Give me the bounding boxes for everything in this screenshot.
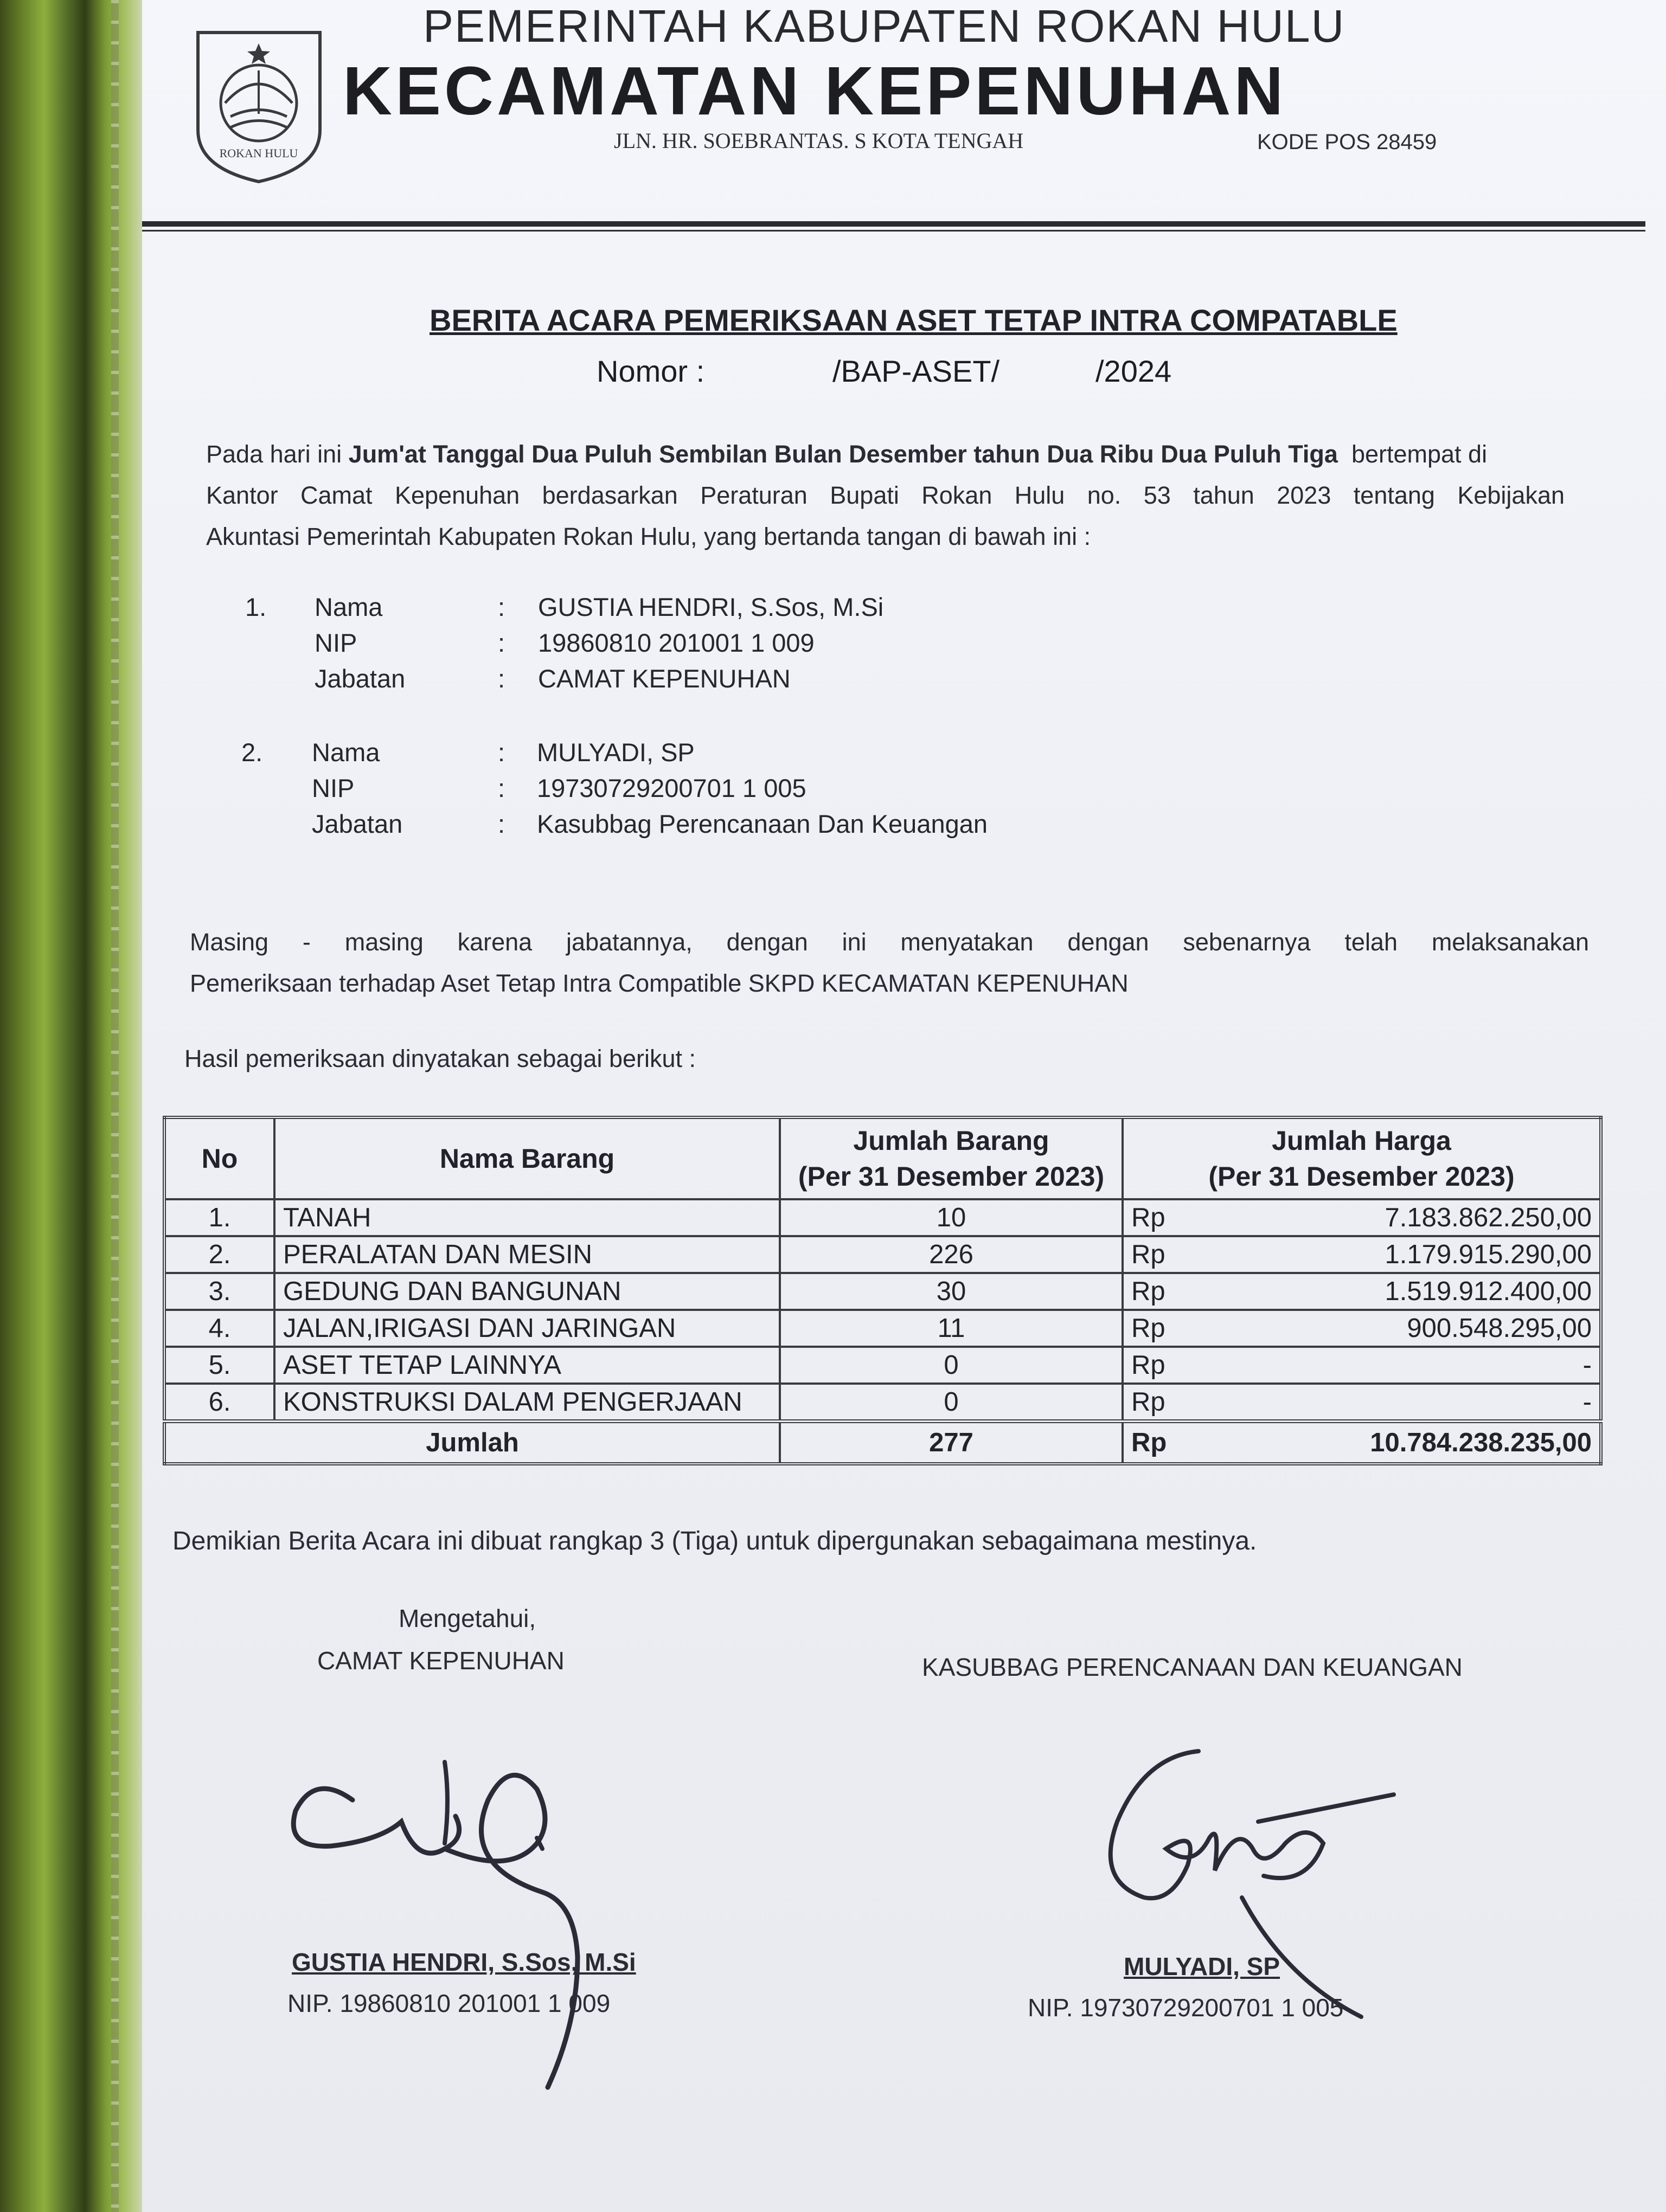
row-price [1123,1347,1601,1384]
total-price [1123,1422,1601,1464]
table-row [164,1384,1601,1422]
statement-line-1: Masing - masing karena jabatannya, dengan ini menyatakan dengan sebenarnya telah melaksanakan [190,928,1589,956]
party-1-nip: 19860810 201001 1 009 [538,628,815,657]
price-value: - [1582,1351,1592,1380]
intro-line-2: Kantor Camat Kepenuhan berdasarkan Peraturan Bupati Rokan Hulu no. 53 tahun 2023 tentang Kebijakan [206,481,1565,509]
party-2-position-colon: : [498,809,505,838]
document-number-label: Nomor : [597,354,705,388]
party-1-nip-label: NIP [315,628,357,657]
results-intro: Hasil pemeriksaan dinyatakan sebagai berikut : [184,1045,696,1072]
row-quantity: 0 [780,1347,1123,1384]
party-1-nip-colon: : [498,628,505,657]
binder-cover [0,0,146,2212]
closing-statement: Demikian Berita Acara ini dibuat rangkap 3 (Tiga) untuk dipergunakan sebagaimana mestinya. [172,1527,1257,1555]
left-handwritten-signature [282,1740,824,2093]
party-2-name: MULYADI, SP [537,738,695,767]
row-item-name: KONSTRUKSI DALAM PENGERJAAN [274,1384,780,1422]
government-name: PEMERINTAH KABUPATEN ROKAN HULU [423,1,1345,52]
currency-label: Rp [1131,1277,1165,1306]
right-signatory-title: KASUBBAG PERENCANAAN DAN KEUANGAN [922,1653,1463,1681]
total-quantity: 277 [780,1422,1123,1464]
party-1-name: GUSTIA HENDRI, S.Sos, M.Si [538,593,884,621]
left-signatory-name: GUSTIA HENDRI, S.Sos, M.Si [292,1948,636,1976]
intro-location: bertempat di [1337,440,1488,468]
letterhead-rule-thin [142,230,1645,232]
row-price [1123,1199,1601,1236]
party-2-position: Kasubbag Perencanaan Dan Keuangan [537,809,988,838]
emblem-lettering: ROKAN HULU [219,146,298,160]
row-item-name: TANAH [274,1199,780,1236]
header-quantity [780,1117,1123,1199]
document-title: BERITA ACARA PEMERIKSAAN ASET TETAP INTRA COMPATABLE [430,303,1398,337]
row-no: 4. [164,1310,274,1347]
row-item-name: GEDUNG DAN BANGUNAN [274,1273,780,1310]
left-acknowledged: Mengetahui, [399,1604,536,1632]
row-price [1123,1236,1601,1273]
row-price [1123,1273,1601,1310]
letterhead-rule-thick [142,221,1645,227]
intro-prefix: Pada hari ini [206,440,349,468]
row-quantity: 11 [780,1310,1123,1347]
party-1-position-colon: : [498,664,505,693]
header-price [1123,1117,1601,1199]
right-signatory-name: MULYADI, SP [1124,1952,1280,1980]
table-total-row [164,1422,1601,1464]
row-quantity: 30 [780,1273,1123,1310]
statement-line-2: Pemeriksaan terhadap Aset Tetap Intra Compatible SKPD KECAMATAN KEPENUHAN [190,969,1129,997]
row-quantity: 0 [780,1384,1123,1422]
price-value: 900.548.295,00 [1407,1314,1592,1343]
intro-line-1 [206,434,1487,475]
party-2-name-colon: : [498,738,505,767]
regency-emblem-icon [187,22,331,184]
total-price-value: 10.784.238.235,00 [1370,1428,1592,1457]
binder-edge [111,0,119,2212]
price-value: 7.183.862.250,00 [1385,1203,1592,1232]
row-item-name: PERALATAN DAN MESIN [274,1236,780,1273]
header-price-date: (Per 31 Desember 2023) [1208,1161,1515,1192]
row-quantity: 226 [780,1236,1123,1273]
office-address: JLN. HR. SOEBRANTAS. S KOTA TENGAH [614,128,1024,153]
currency-label: Rp [1131,1351,1165,1380]
row-item-name: JALAN,IRIGASI DAN JARINGAN [274,1310,780,1347]
table-row [164,1310,1601,1347]
header-quantity-date: (Per 31 Desember 2023) [798,1161,1105,1192]
party-1-name-colon: : [498,593,505,621]
left-signatory-nip: NIP. 19860810 201001 1 009 [287,1989,611,2017]
right-signatory-nip: NIP. 19730729200701 1 005 [1028,1994,1344,2022]
row-no: 3. [164,1273,274,1310]
party-1-position: CAMAT KEPENUHAN [538,664,791,693]
price-value: 1.519.912.400,00 [1385,1277,1592,1306]
row-price [1123,1384,1601,1422]
header-quantity-title: Jumlah Barang [853,1126,1049,1156]
document-number-year: /2024 [1095,354,1172,388]
row-no: 1. [164,1199,274,1236]
row-item-name: ASET TETAP LAINNYA [274,1347,780,1384]
currency-label: Rp [1131,1428,1167,1457]
party-2-nip-colon: : [498,774,505,802]
row-no: 2. [164,1236,274,1273]
intro-date: Jum'at Tanggal Dua Puluh Sembilan Bulan Desember tahun Dua Ribu Dua Puluh Tiga [348,440,1338,468]
party-1-position-label: Jabatan [315,664,406,693]
table-row [164,1273,1601,1310]
total-label: Jumlah [164,1422,780,1464]
table-row [164,1236,1601,1273]
intro-line-3: Akuntasi Pemerintah Kabupaten Rokan Hulu, yang bertanda tangan di bawah ini : [206,523,1091,550]
currency-label: Rp [1131,1203,1165,1232]
table-row [164,1347,1601,1384]
header-item-name: Nama Barang [274,1117,780,1199]
row-quantity: 10 [780,1199,1123,1236]
party-2-nip: 19730729200701 1 005 [537,774,806,802]
party-2-number: 2. [241,738,263,767]
party-2-nip-label: NIP [312,774,355,802]
document-number-code: /BAP-ASET/ [832,354,1000,388]
row-no: 5. [164,1347,274,1384]
office-name: KECAMATAN KEPENUHAN [343,53,1287,129]
asset-table [163,1116,1603,1465]
party-2-position-label: Jabatan [312,809,403,838]
party-1-number: 1. [245,593,267,621]
party-2-name-label: Nama [312,738,380,767]
postal-code: KODE POS 28459 [1257,130,1437,154]
price-value: 1.179.915.290,00 [1385,1240,1592,1269]
row-no: 6. [164,1384,274,1422]
table-header-row [164,1117,1601,1199]
header-no: No [164,1117,274,1199]
currency-label: Rp [1131,1387,1165,1417]
party-1-name-label: Nama [315,593,383,621]
currency-label: Rp [1131,1314,1165,1343]
row-price [1123,1310,1601,1347]
table-row [164,1199,1601,1236]
header-price-title: Jumlah Harga [1272,1126,1451,1156]
price-value: - [1582,1387,1592,1417]
left-signatory-title: CAMAT KEPENUHAN [317,1647,565,1675]
currency-label: Rp [1131,1240,1165,1269]
